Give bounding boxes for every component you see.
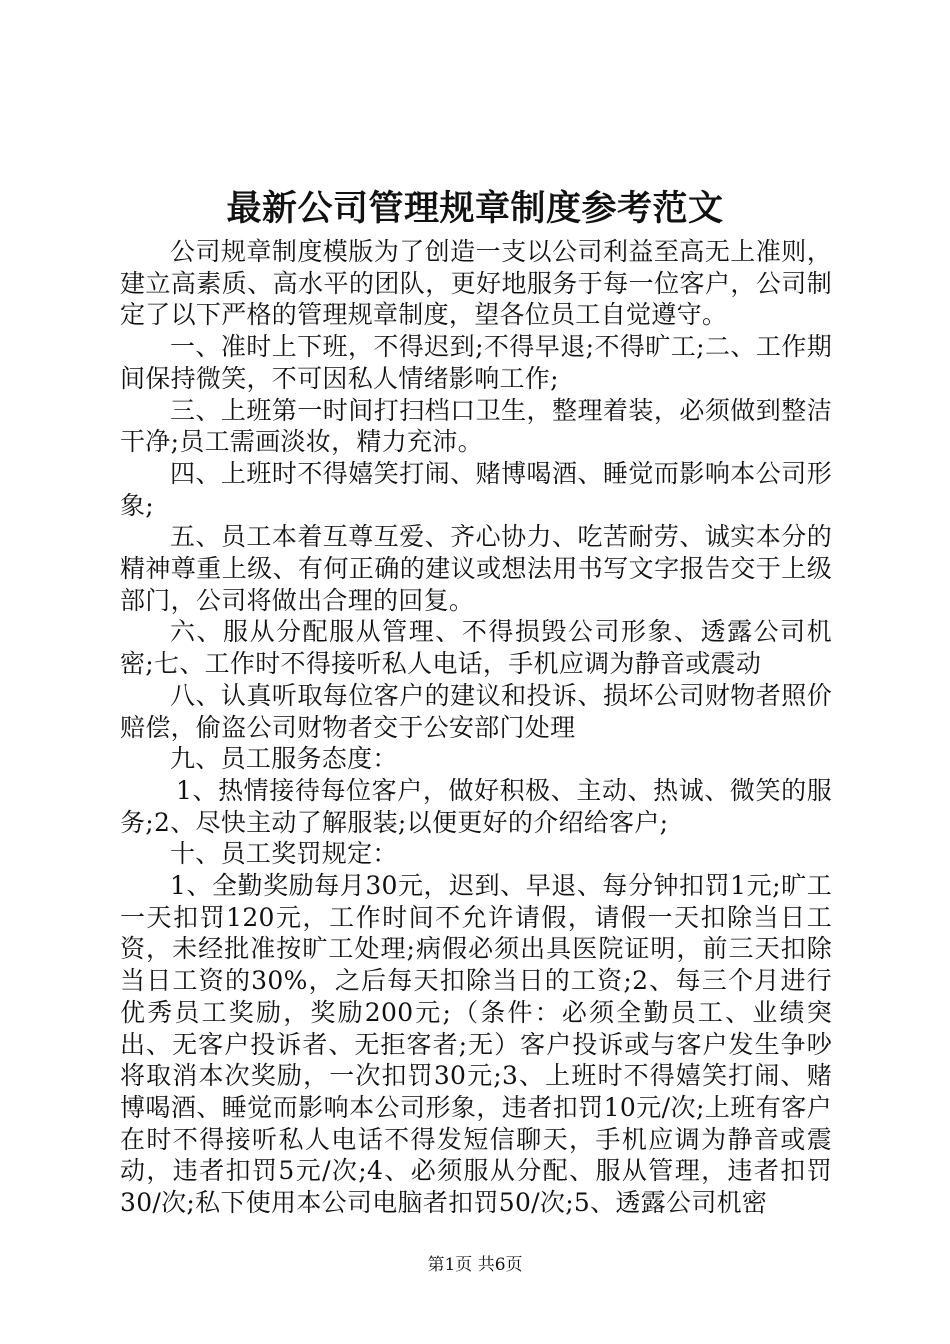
paragraph-rule-5: 五、员工本着互尊互爱、齐心协力、吃苦耐劳、诚实本分的精神尊重上级、有何正确的建议或想法用书写文字报告交于上级部门，公司将做出合理的回复。 [120,522,832,615]
document-body [120,236,832,1219]
paragraph-rule-10-heading: 十、员工奖罚规定： [170,839,398,869]
document-title: 最新公司管理规章制度参考范文 [226,188,724,229]
paragraph-rewards-penalties: 1、全勤奖励每月30元，迟到、早退、每分钟扣罚1元;旷工一天扣罚120元，工作时间不允许请假，请假一天扣除当日工资，未经批准按旷工处理;病假必须出具医院证明，前三天扣除当日工资的30%，之后每天扣除当日的工资;2、每三个月进行优秀员工奖励，奖励200元;（条件：必须全勤员工、业绩突出、无客户投诉者、无拒客者;无）客户投诉或与客户发生争吵将取消本次奖励，一次扣罚30元;3、上班时不得嬉笑打闹、赌博喝酒、睡觉而影响本公司形象，违者扣罚10元/次;上班有客户在时不得接听私人电话不得发短信聊天，手机应调为静音或震动，违者扣罚5元/次;4、必须服从分配、服从管理，违者扣罚30/次;私下使用本公司电脑者扣罚50/次;5、透露公司机密 [120,871,832,1218]
paragraph-rule-4: 四、上班时不得嬉笑打闹、赌博喝酒、睡觉而影响本公司形象; [120,458,832,520]
paragraph-intro: 公司规章制度模版为了创造一支以公司利益至高无上准则，建立高素质、高水平的团队，更好地服务于每一位客户，公司制定了以下严格的管理规章制度，望各位员工自觉遵守。 [120,237,832,330]
paragraph-rule-9-heading: 九、员工服务态度： [170,744,398,774]
paragraph-rule-1-2: 一、准时上下班，不得迟到;不得早退;不得旷工;二、工作期间保持微笑，不可因私人情绪影响工作; [120,332,832,393]
paragraph-rule-8: 八、认真听取每位客户的建议和投诉、损坏公司财物者照价赔偿，偷盗公司财物者交于公安部门处理 [120,680,832,742]
paragraph-service-attitude: 1、热情接待每位客户，做好积极、主动、热诚、微笑的服务;2、尽快主动了解服装;以便更好的介绍给客户; [120,775,832,837]
page-number-footer: 第1页 共6页 [427,1255,523,1275]
paragraph-rule-6-7: 六、服从分配服从管理、不得损毁公司形象、透露公司机密;七、工作时不得接听私人电话，手机应调为静音或震动 [120,617,832,679]
paragraph-rule-3: 三、上班第一时间打扫档口卫生，整理着装，必须做到整洁干净;员工需画淡妆，精力充沛。 [120,395,832,457]
